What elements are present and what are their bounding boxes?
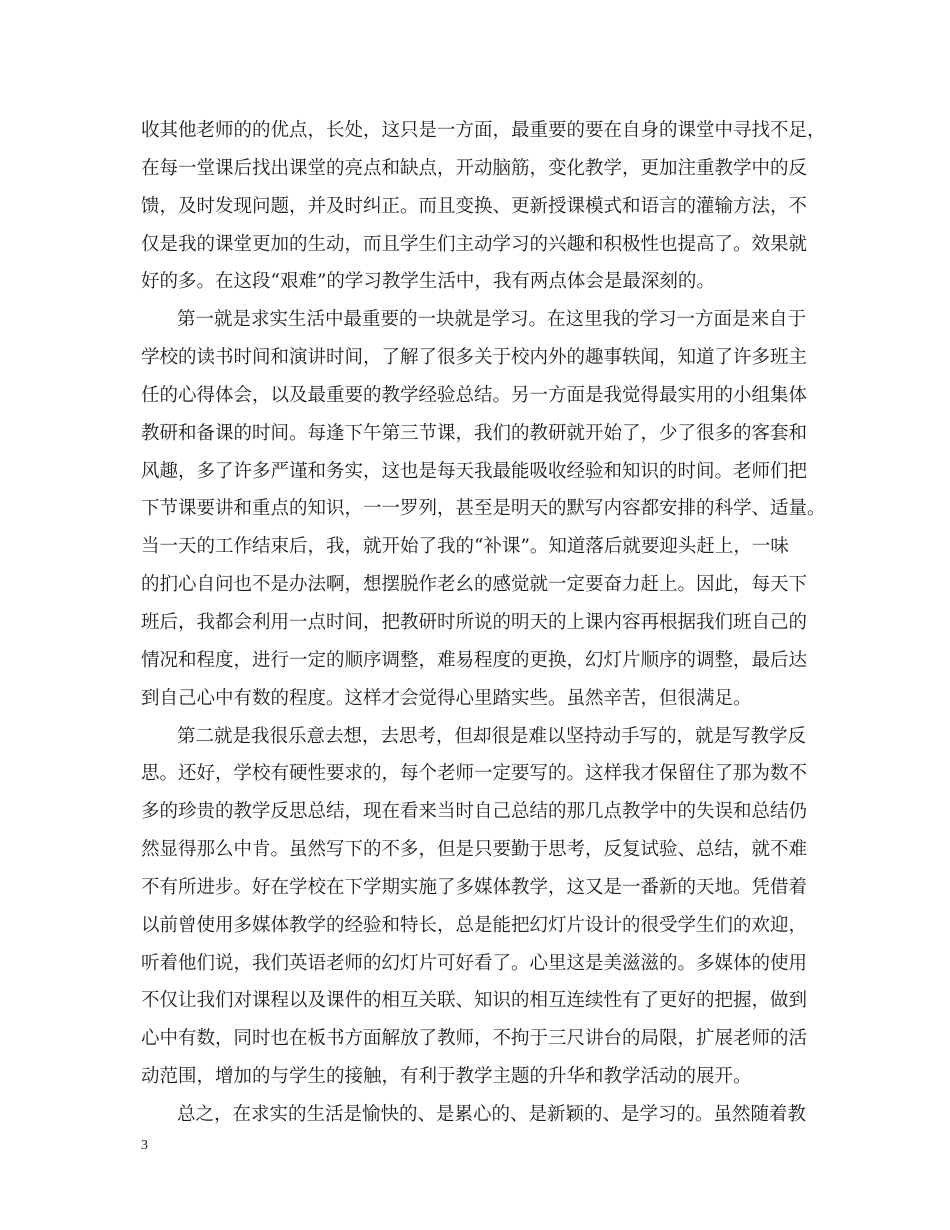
text-line: 然显得那么中肯。虽然写下的不多，但是只要勤于思考，反复试验、总结，就不难 [141,839,808,861]
text-line: 仅是我的课堂更加的生动，而且学生们主动学习的兴趣和积极性也提高了。效果就 [141,233,808,255]
text-line: 不仅让我们对课程以及课件的相互关联、知识的相互连续性有了更好的把握，做到 [141,990,808,1012]
text-line: 馈，及时发现问题，并及时纠正。而且变换、更新授课模式和语言的灌输方法，不 [141,195,808,217]
text-line: 当一天的工作结束后，我，就开始了我的“补课”。知道落后就要迎头赶上，一味 [141,536,789,558]
text-line: 到自己心中有数的程度。这样才会觉得心里踏实些。虽然辛苦，但很满足。 [141,687,752,709]
text-line: 听着他们说，我们英语老师的幻灯片可好看了。心里这是美滋滋的。多媒体的使用 [141,952,808,974]
text-line: 第二就是我很乐意去想，去思考，但却很是难以坚持动手写的，就是写教学反 [177,725,807,747]
text-line: 情况和程度，进行一定的顺序调整，难易程度的更换，幻灯片顺序的调整，最后达 [141,649,808,671]
text-line: 以前曾使用多媒体教学的经验和特长，总是能把幻灯片设计的很受学生们的欢迎， [141,914,808,936]
text-line: 班后，我都会利用一点时间，把教研时所说的明天的上课内容再根据我们班自己的 [141,611,808,633]
text-line: 好的多。在这段“艰难”的学习教学生活中，我有两点体会是最深刻的。 [141,271,715,293]
text-line: 动范围，增加的与学生的接触，有利于教学主题的升华和教学活动的展开。 [141,1066,752,1088]
text-line: 第一就是求实生活中最重要的一块就是学习。在这里我的学习一方面是来自于 [177,309,807,331]
text-line: 教研和备课的时间。每逢下午第三节课，我们的教研就开始了，少了很多的客套和 [141,422,808,444]
text-line: 思。还好，学校有硬性要求的，每个老师一定要写的。这样我才保留住了那为数不 [141,763,808,785]
text-line: 任的心得体会，以及最重要的教学经验总结。另一方面是我觉得最实用的小组集体 [141,384,808,406]
text-line: 总之，在求实的生活是愉快的、是累心的、是新颖的、是学习的。虽然随着教 [177,1103,807,1125]
page-number: 3 [141,1138,148,1153]
text-line: 心中有数，同时也在板书方面解放了教师，不拘于三尺讲台的局限，扩展老师的活 [141,1028,808,1050]
text-line: 多的珍贵的教学反思总结，现在看来当时自己总结的那几点教学中的失误和总结仍 [141,801,808,823]
text-line: 在每一堂课后找出课堂的亮点和缺点，开动脑筋，变化教学，更加注重教学中的反 [141,157,808,179]
text-line: 收其他老师的的优点，长处，这只是一方面，最重要的要在自身的课堂中寻找不足， [141,120,826,141]
text-line: 不有所进步。好在学校在下学期实施了多媒体教学，这又是一番新的天地。凭借着 [141,876,808,898]
text-line: 的扪心自问也不是办法啊，想摆脱作老幺的感觉就一定要奋力赶上。因此，每天下 [141,574,808,596]
body-text [141,112,831,1134]
text-line: 学校的读书时间和演讲时间，了解了很多关于校内外的趣事轶闻，知道了许多班主 [141,347,808,369]
text-line: 下节课要讲和重点的知识，一一罗列，甚至是明天的默写内容都安排的科学、适量。 [141,498,826,520]
text-line: 风趣，多了许多严谨和务实，这也是每天我最能吸收经验和知识的时间。老师们把 [141,460,808,482]
